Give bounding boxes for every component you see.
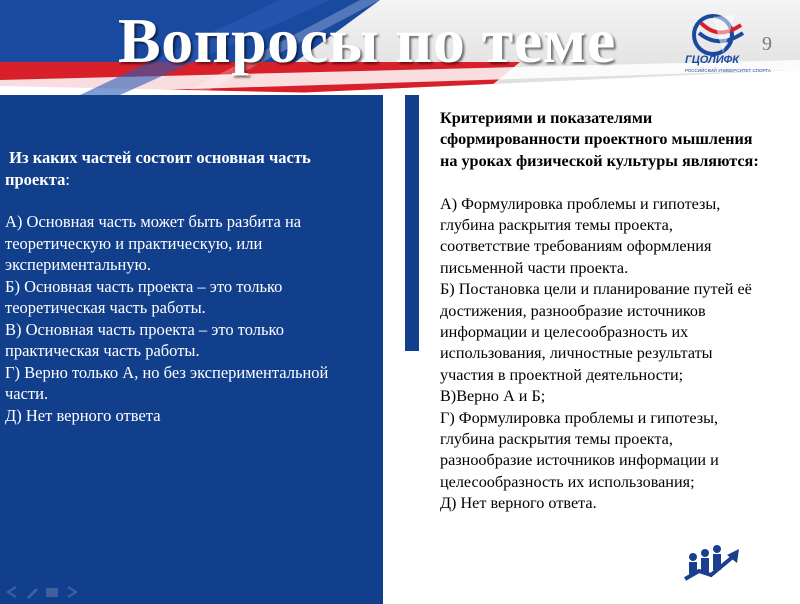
logo-text: ГЦОЛИФК [685, 54, 740, 66]
menu-icon[interactable] [44, 585, 60, 599]
left-answer-d: Г) Верно только А, но без экспериментальной части. [5, 362, 329, 404]
left-answer-c: В) Основная часть проекта – это только практическая часть работы. [5, 319, 284, 361]
logo-subtext: РОССИЙСКИЙ УНИВЕРСИТЕТ СПОРТА [685, 68, 771, 73]
left-answer-a: А) Основная часть может быть разбита на теоретическую и практическую, или экспериментальную. [5, 212, 302, 275]
pen-icon[interactable] [24, 585, 40, 599]
slide-title: Вопросы по теме [118, 5, 616, 76]
slide-navigation [4, 583, 94, 599]
growth-chart-icon [683, 543, 741, 583]
left-answer-b: Б) Основная часть проекта – это только теоретическая часть работы. [5, 276, 283, 318]
question-heading [5, 147, 370, 190]
right-answer-e: Д) Нет верного ответа. [440, 494, 597, 513]
university-logo [683, 13, 771, 75]
right-criteria-block [440, 108, 765, 515]
accent-bar [405, 95, 419, 351]
criteria-title: Критериями и показателями сформированности проектного мышления на уроках физической культуры являются: [440, 109, 759, 170]
left-answer-e: Д) Нет верного ответа [5, 405, 161, 425]
right-answer-a: А) Формулировка проблемы и гипотезы, глубина раскрытия темы проекта, соответствие требованиям оформления письменной части проекта. [440, 194, 721, 277]
header-banner [0, 0, 800, 95]
arrow-right-icon[interactable] [64, 585, 80, 599]
right-answer-c: В)Верно А и Б; [440, 387, 546, 406]
arrow-left-icon[interactable] [4, 585, 20, 599]
question-title: Из каких частей состоит основная часть проекта [5, 148, 311, 189]
page-number: 9 [762, 33, 772, 55]
right-answer-d: Г) Формулировка проблемы и гипотезы, глубина раскрытия темы проекта, разнообразие источников информации и целесообразность их использования; [440, 408, 719, 491]
right-answer-b: Б) Постановка цели и планирование путей её достижения, разнообразие источников информации и целесообразность их использования, личностные результаты участия в проектной деятельности; [440, 280, 752, 384]
left-question-block [5, 147, 370, 426]
question-suffix: : [65, 169, 70, 189]
spacer [5, 190, 370, 211]
spacer [440, 172, 765, 193]
